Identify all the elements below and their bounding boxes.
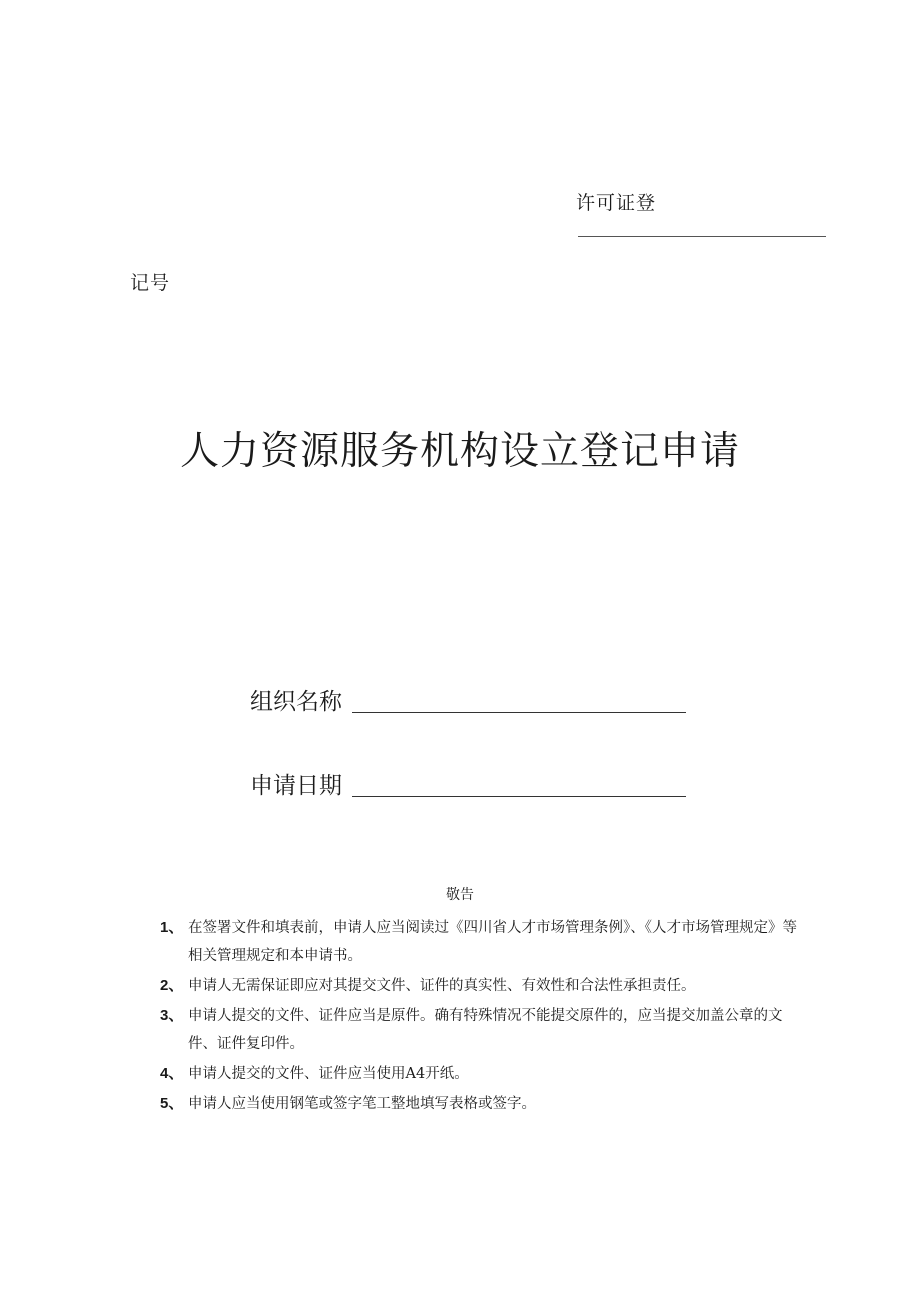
license-number-label-suffix: 记号 — [130, 272, 171, 294]
license-number-line[interactable] — [578, 236, 826, 237]
apply-date-label: 申请日期 — [250, 773, 342, 799]
notice-item — [160, 1060, 800, 1088]
notice-item-text: 在签署文件和填表前，申请人应当阅读过《四川省人才市场管理条例》、《人才市场管理规定》等相关管理规定和本申请书。 — [188, 920, 797, 964]
notice-item-text: 申请人无需保证即应对其提交文件、证件的真实性、有效性和合法性承担责任。 — [188, 978, 696, 994]
apply-date-field — [250, 767, 686, 800]
notice-item-text: 申请人应当使用钢笔或签字笔工整地填写表格或签字。 — [188, 1096, 536, 1112]
notice-item-number: 4、 — [160, 1065, 184, 1082]
notice-item — [160, 1090, 800, 1118]
apply-date-input-line[interactable] — [352, 796, 686, 797]
notice-item-number: 1、 — [160, 919, 184, 936]
notice-item — [160, 914, 800, 970]
document-title: 人力资源服务机构设立登记申请 — [179, 429, 740, 474]
notice-item-text: 申请人提交的文件、证件应当使用A4开纸。 — [188, 1066, 469, 1082]
notice-item-text: 申请人提交的文件、证件应当是原件。确有特殊情况不能提交原件的，应当提交加盖公章的文件、证件复印件。 — [188, 1008, 783, 1052]
notice-item — [160, 1002, 800, 1058]
notice-title: 敬告 — [446, 887, 474, 903]
notice-item-number: 3、 — [160, 1007, 184, 1024]
notice-item-number: 2、 — [160, 977, 184, 994]
notice-list — [160, 914, 800, 1120]
org-name-label: 组织名称 — [250, 689, 342, 715]
notice-item-number: 5、 — [160, 1095, 184, 1112]
license-number-label: 许可证登 — [576, 192, 657, 214]
org-name-input-line[interactable] — [352, 712, 686, 713]
notice-item — [160, 972, 800, 1000]
org-name-field — [250, 683, 686, 716]
